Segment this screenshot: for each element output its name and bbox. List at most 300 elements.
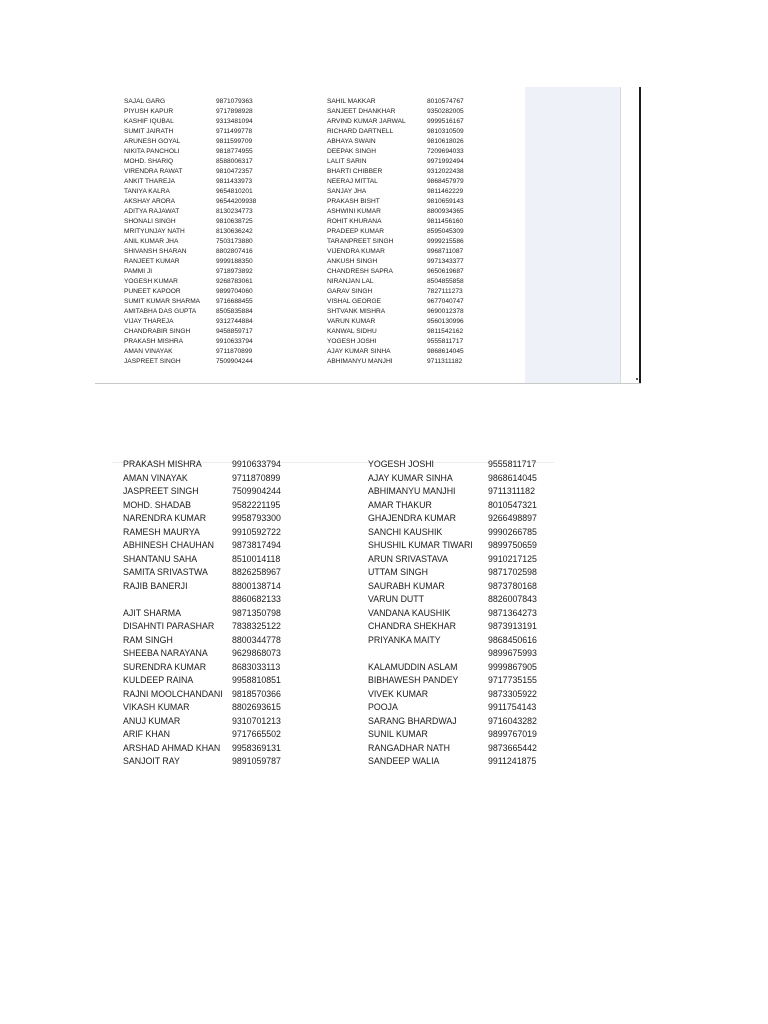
contact-name: VIRENDRA RAWAT	[124, 168, 183, 175]
bottom-right-column	[368, 458, 568, 769]
contact-name: RANGADHAR NATH	[368, 742, 450, 753]
contact-name: MRITYUNJAY NATH	[124, 228, 185, 235]
contact-row	[327, 347, 497, 357]
contact-phone: 9990266785	[488, 526, 537, 537]
contact-row	[124, 297, 284, 307]
contact-row	[123, 620, 323, 634]
contact-phone: 9911754143	[488, 702, 537, 712]
contact-row	[327, 357, 497, 367]
contact-name: POOJA	[368, 702, 398, 712]
contact-phone: 9711499778	[216, 128, 253, 135]
contact-name: PRADEEP KUMAR	[327, 228, 385, 235]
contact-phone: 9999867905	[488, 661, 537, 672]
contact-name: NIKITA PANCHOLI	[124, 148, 180, 155]
contact-row	[327, 177, 497, 187]
contact-row	[327, 217, 497, 227]
contact-row	[123, 472, 323, 486]
contact-phone: 9711870899	[232, 472, 281, 483]
contact-phone: 9555811717	[488, 459, 537, 469]
contact-phone: 9818774955	[216, 148, 253, 155]
contact-phone: 9350282005	[427, 108, 464, 115]
contact-phone: 9313481094	[216, 118, 253, 125]
contact-name: PRAKASH MISHRA	[124, 338, 183, 345]
contact-name: AJAY KUMAR SINHA	[368, 472, 453, 483]
contact-row	[124, 107, 284, 117]
contact-row	[327, 117, 497, 127]
contact-row	[124, 157, 284, 167]
contact-row	[368, 701, 568, 715]
contact-name: VANDANA KAUSHIK	[368, 607, 451, 618]
contact-phone: 9310701213	[232, 715, 281, 726]
contact-name: ROHIT KHURANA	[327, 218, 382, 225]
contact-phone: 8802807416	[216, 248, 253, 255]
contact-phone: 9811599709	[216, 138, 253, 145]
contact-name: GHAJENDRA KUMAR	[368, 513, 456, 523]
contact-row	[123, 580, 323, 594]
contact-row	[368, 539, 568, 553]
contact-phone: 8595045309	[427, 228, 464, 235]
contact-row	[124, 257, 284, 267]
contact-phone: 9629868073	[232, 648, 281, 658]
contact-name: SANJAY JHA	[327, 188, 367, 195]
contact-row	[327, 257, 497, 267]
contact-phone: 9999516167	[427, 118, 464, 125]
contact-name: SHIVANSH SHARAN	[124, 248, 187, 255]
contact-name: ABHINESH CHAUHAN	[123, 540, 214, 550]
contact-row	[124, 247, 284, 257]
contact-name: YOGESH JOSHI	[327, 338, 377, 345]
contact-name: AMAN VINAYAK	[124, 348, 173, 355]
contact-phone: 9716043282	[488, 715, 537, 726]
contact-row	[124, 197, 284, 207]
contact-row	[123, 634, 323, 648]
contact-phone: 96544209938	[216, 198, 257, 205]
contact-name: LALIT SARIN	[327, 158, 367, 165]
contact-row	[124, 307, 284, 317]
contact-name: AMAN VINAYAK	[123, 472, 188, 483]
contact-row	[327, 207, 497, 217]
contact-row	[368, 566, 568, 580]
contact-row	[124, 337, 284, 347]
contact-phone: 9999188350	[216, 258, 253, 265]
contact-row	[368, 553, 568, 567]
contact-phone: 9899675993	[488, 648, 537, 658]
contact-name: PRAKASH MISHRA	[123, 459, 202, 469]
contact-phone: 7209694033	[427, 148, 464, 155]
contact-name: ANUJ KUMAR	[123, 715, 181, 726]
contact-phone: 9868614045	[488, 472, 537, 483]
contact-row	[124, 137, 284, 147]
contact-phone: 9711311182	[488, 486, 535, 496]
contact-phone: 9650619687	[427, 268, 464, 275]
contact-phone: 7509904244	[232, 486, 281, 496]
contact-phone: 9999215586	[427, 238, 464, 245]
contact-name: ABHAYA SWAIN	[327, 138, 376, 145]
contact-row	[368, 607, 568, 621]
contact-row	[124, 237, 284, 247]
contact-name: SAHIL MAKKAR	[327, 98, 376, 105]
contact-name: YOGESH JOSHI	[368, 459, 434, 469]
contact-name: SUMIT KUMAR SHARMA	[124, 298, 201, 305]
contact-row	[123, 728, 323, 742]
contact-phone: 8800344778	[232, 634, 281, 645]
contact-name: SANCHI KAUSHIK	[368, 526, 443, 537]
contact-name: CHANDRABIR SINGH	[124, 328, 191, 335]
contact-row	[124, 187, 284, 197]
contact-row	[368, 580, 568, 594]
contact-name: BHARTI CHIBBER	[327, 168, 383, 175]
contact-name: AMAR THAKUR	[368, 499, 432, 510]
contact-name: ARUNESH GOYAL	[124, 138, 181, 145]
contact-row	[368, 593, 568, 607]
contact-phone: 9873665442	[488, 742, 537, 753]
contact-row	[123, 647, 323, 661]
contact-phone: 9958369131	[232, 742, 281, 753]
contact-row	[368, 512, 568, 526]
contact-row	[124, 167, 284, 177]
contact-name: YOGESH KUMAR	[124, 278, 178, 285]
contact-name: NIRANJAN LAL	[327, 278, 374, 285]
contact-phone: 9958793300	[232, 513, 281, 523]
contact-phone: 9458859717	[216, 328, 253, 335]
contact-phone: 9818570366	[232, 688, 281, 699]
contact-row	[368, 661, 568, 675]
contact-phone: 9810638725	[216, 218, 253, 225]
contact-row	[327, 227, 497, 237]
contact-name: TANIYA KALRA	[124, 188, 170, 195]
contact-row	[327, 237, 497, 247]
contact-row	[124, 117, 284, 127]
contact-name: SANJEET DHANKHAR	[327, 108, 396, 115]
contact-name: SUNIL KUMAR	[368, 729, 428, 739]
contact-name: PRAKASH BISHT	[327, 198, 380, 205]
contact-phone: 9899704060	[216, 288, 253, 295]
contact-phone: 9910217125	[488, 553, 537, 564]
contact-name: NEERAJ MITTAL	[327, 178, 378, 185]
contact-row	[368, 755, 568, 769]
contact-row	[123, 755, 323, 769]
contact-name: VIJAY THAREJA	[124, 318, 174, 325]
contact-row	[368, 728, 568, 742]
contact-phone: 8130234773	[216, 208, 253, 215]
contact-name: KASHIF IQUBAL	[124, 118, 174, 125]
contact-row	[327, 337, 497, 347]
contact-phone: 9910592722	[232, 526, 281, 537]
contact-row	[124, 177, 284, 187]
contact-phone: 9268783061	[216, 278, 253, 285]
contact-phone: 8800138714	[232, 580, 281, 591]
contact-phone: 7503173880	[216, 238, 253, 245]
contact-phone: 7509904244	[216, 358, 253, 365]
contact-phone: 8130636242	[216, 228, 253, 235]
contact-row	[123, 526, 323, 540]
contact-name: KANWAL SIDHU	[327, 328, 377, 335]
contact-row	[123, 607, 323, 621]
contact-phone: 9711311182	[427, 358, 463, 365]
contact-row	[123, 499, 323, 513]
contact-name: ARIF KHAN	[123, 729, 170, 739]
panel-divider	[620, 87, 621, 383]
contact-phone: 7838325122	[232, 621, 281, 631]
contact-row	[368, 688, 568, 702]
contact-row	[327, 137, 497, 147]
contact-name: RAMESH MAURYA	[123, 526, 200, 537]
contact-phone: 9560130996	[427, 318, 464, 325]
contact-name: JASPREET SINGH	[123, 486, 199, 496]
contact-phone: 9811462229	[427, 188, 464, 195]
contact-name: PUNEET KAPOOR	[124, 288, 181, 295]
contact-row	[123, 539, 323, 553]
contact-name: PRIYANKA MAITY	[368, 634, 441, 645]
window-border	[639, 87, 641, 384]
contact-name: ADITYA RAJAWAT	[124, 208, 180, 215]
contact-phone: 9810659143	[427, 198, 464, 205]
contact-row	[124, 217, 284, 227]
contact-row	[327, 267, 497, 277]
contact-row	[368, 472, 568, 486]
contact-row	[124, 97, 284, 107]
contact-row	[368, 742, 568, 756]
contact-row	[327, 127, 497, 137]
contact-name: SANDEEP WALIA	[368, 756, 440, 766]
contact-name: RAJIB BANERJI	[123, 580, 188, 591]
contact-name: ANKUSH SINGH	[327, 258, 378, 265]
contact-name: RAJNI MOOLCHANDANI	[123, 688, 223, 699]
contact-row	[124, 287, 284, 297]
contact-phone: 9910633794	[216, 338, 253, 345]
contact-row	[124, 227, 284, 237]
contact-name: SHEEBA NARAYANA	[123, 648, 208, 658]
contact-row	[368, 634, 568, 648]
contact-phone: 9555811717	[427, 338, 464, 345]
contact-phone: 9312022438	[427, 168, 464, 175]
contact-phone: 9690012378	[427, 308, 464, 315]
contact-row	[368, 458, 568, 472]
contact-phone: 9716688455	[216, 298, 253, 305]
contact-row	[124, 127, 284, 137]
contact-phone: 9811456160	[427, 218, 464, 225]
contact-row	[124, 317, 284, 327]
contact-row	[327, 147, 497, 157]
contact-phone: 9718973892	[216, 268, 253, 275]
contact-phone: 9717665502	[232, 729, 281, 739]
contact-row	[327, 297, 497, 307]
contact-phone: 9871364273	[488, 607, 537, 618]
contact-phone: 9868457979	[427, 178, 464, 185]
contact-name: SANJOIT RAY	[123, 756, 180, 766]
contact-row	[327, 157, 497, 167]
contact-row	[327, 187, 497, 197]
contact-phone: 9868450616	[488, 634, 537, 645]
contact-name: SARANG BHARDWAJ	[368, 715, 457, 726]
contact-name: CHANDRA SHEKHAR	[368, 621, 456, 631]
contact-name: CHANDRESH SAPRA	[327, 268, 393, 275]
contact-row	[327, 277, 497, 287]
contact-row	[327, 317, 497, 327]
contact-name: AJIT SHARMA	[123, 607, 182, 618]
contact-phone: 9899767019	[488, 729, 537, 739]
contact-name: PIYUSH KAPUR	[124, 108, 174, 115]
contact-phone: 9711870899	[216, 348, 253, 355]
contact-phone: 9868614045	[427, 348, 464, 355]
contact-phone: 8683033113	[232, 661, 281, 672]
top-left-column	[124, 97, 284, 367]
contact-phone: 8505835884	[216, 308, 253, 315]
contact-name: RICHARD DARTNELL	[327, 128, 394, 135]
contact-name: SHONALI SINGH	[124, 218, 176, 225]
contact-phone: 8802693615	[232, 702, 281, 712]
contact-name: SHTVANK MISHRA	[327, 308, 386, 315]
contact-phone: 8010574767	[427, 98, 464, 105]
contact-name: RANJEET KUMAR	[124, 258, 180, 265]
contact-phone: 9811433973	[216, 178, 253, 185]
top-right-column	[327, 97, 497, 367]
contact-name: VIKASH KUMAR	[123, 702, 190, 712]
contact-name: RAM SINGH	[123, 634, 173, 645]
contact-phone: 7827111273	[427, 288, 463, 295]
contact-name: PAMMI JI	[124, 268, 153, 275]
contact-name: VISHAL GEORGE	[327, 298, 381, 305]
contact-name: ARSHAD AHMAD KHAN	[123, 742, 221, 753]
contact-phone: 9873913191	[488, 621, 537, 631]
contact-name: TARANPREET SINGH	[327, 238, 394, 245]
contact-phone: 9873305922	[488, 688, 537, 699]
contact-name: SAMITA SRIVASTWA	[123, 567, 208, 577]
contact-name: GARAV SINGH	[327, 288, 373, 295]
contact-name: AMITABHA DAS GUPTA	[124, 308, 197, 315]
contact-row	[368, 715, 568, 729]
contact-row	[327, 97, 497, 107]
bottom-left-column	[123, 458, 323, 769]
contact-phone: 9871079363	[216, 98, 253, 105]
contact-name: VIJENDRA KUMAR	[327, 248, 385, 255]
contact-phone: 9810618026	[427, 138, 464, 145]
contact-name: ARUN SRIVASTAVA	[368, 553, 449, 564]
contact-row	[123, 742, 323, 756]
contact-row	[124, 267, 284, 277]
contact-phone: 9873817494	[232, 540, 281, 550]
contact-name: AJAY KUMAR SINHA	[327, 348, 391, 355]
contact-row	[327, 307, 497, 317]
contact-row	[123, 593, 323, 607]
contact-row	[368, 647, 568, 661]
contact-row	[123, 485, 323, 499]
contact-row	[327, 287, 497, 297]
contact-row	[327, 197, 497, 207]
contact-phone: 9312744884	[216, 318, 253, 325]
contact-row	[327, 247, 497, 257]
contact-phone: 8588006317	[216, 158, 253, 165]
contact-name: SAJAL GARG	[124, 98, 166, 105]
contact-row	[368, 499, 568, 513]
contact-row	[327, 167, 497, 177]
contact-phone: 9891059787	[232, 756, 281, 766]
contact-name: SHANTANU SAHA	[123, 553, 198, 564]
contact-phone: 9910633794	[232, 459, 281, 469]
contact-name: SURENDRA KUMAR	[123, 661, 207, 672]
contact-phone: 8800934365	[427, 208, 464, 215]
contact-phone: 9582221195	[232, 499, 281, 510]
contact-name: UTTAM SINGH	[368, 567, 428, 577]
contact-row	[368, 674, 568, 688]
contact-row	[327, 327, 497, 337]
contact-name: MOHD. SHADAB	[123, 499, 191, 510]
contact-phone: 9958810851	[232, 675, 281, 685]
contact-name: ARVIND KUMAR JARWAL	[327, 118, 406, 125]
contact-phone: 9899750659	[488, 540, 537, 550]
contact-row	[123, 715, 323, 729]
contact-phone: 9971343377	[427, 258, 464, 265]
contact-row	[368, 526, 568, 540]
contact-phone: 9811542162	[427, 328, 464, 335]
contact-name: JASPREET SINGH	[124, 358, 181, 365]
contact-row	[123, 553, 323, 567]
contact-row	[124, 147, 284, 157]
contact-name: ASHWINI KUMAR	[327, 208, 381, 215]
contact-name: SUMIT JAIRATH	[124, 128, 174, 135]
contact-phone: 9677040747	[427, 298, 464, 305]
empty-side-panel	[525, 87, 620, 383]
contact-row	[123, 512, 323, 526]
contact-name: VARUN DUTT	[368, 594, 425, 604]
contact-phone: 9717898928	[216, 108, 253, 115]
contact-row	[123, 674, 323, 688]
contact-row	[123, 661, 323, 675]
contact-name: DISAHNTI PARASHAR	[123, 621, 215, 631]
contact-phone: 9266498897	[488, 513, 537, 523]
contact-row	[327, 107, 497, 117]
contact-name: SAURABH KUMAR	[368, 580, 445, 591]
top-table-viewport	[95, 87, 525, 384]
contact-phone: 8010547321	[488, 499, 537, 510]
contact-phone: 9971992494	[427, 158, 464, 165]
contact-phone: 9654810201	[216, 188, 253, 195]
contact-name: KALAMUDDIN ASLAM	[368, 661, 458, 672]
contact-row	[124, 357, 284, 367]
contact-phone: 9911241875	[488, 756, 537, 766]
contact-name: ABHIMANYU MANJHI	[327, 358, 393, 365]
contact-row	[124, 347, 284, 357]
scroll-marker	[636, 378, 638, 380]
contact-name: BIBHAWESH PANDEY	[368, 675, 459, 685]
contact-row	[368, 620, 568, 634]
contact-name: SHUSHIL KUMAR TIWARI	[368, 540, 473, 550]
contact-name: ANIL KUMAR JHA	[124, 238, 179, 245]
contact-row	[124, 277, 284, 287]
contact-name: VARUN KUMAR	[327, 318, 376, 325]
contact-row	[123, 688, 323, 702]
contact-phone: 8504855858	[427, 278, 464, 285]
contact-phone: 9871350798	[232, 607, 281, 618]
contact-phone: 9810472357	[216, 168, 253, 175]
contact-row	[123, 566, 323, 580]
contact-row	[368, 485, 568, 499]
contact-row	[124, 207, 284, 217]
contact-phone: 9968711087	[427, 248, 464, 255]
contact-name: NARENDRA KUMAR	[123, 513, 207, 523]
contact-name: ANKIT THAREJA	[124, 178, 176, 185]
contact-row	[123, 701, 323, 715]
contact-row	[123, 458, 323, 472]
contact-name: ABHIMANYU MANJHI	[368, 486, 456, 496]
contact-name: DEEPAK SINGH	[327, 148, 376, 155]
contact-name: AKSHAY ARORA	[124, 198, 176, 205]
contact-phone: 8826007843	[488, 594, 537, 604]
contact-phone: 8860682133	[232, 594, 281, 604]
contact-phone: 9873780168	[488, 580, 537, 591]
contact-name: VIVEK KUMAR	[368, 688, 429, 699]
contact-name: MOHD. SHARIQ	[124, 158, 174, 165]
